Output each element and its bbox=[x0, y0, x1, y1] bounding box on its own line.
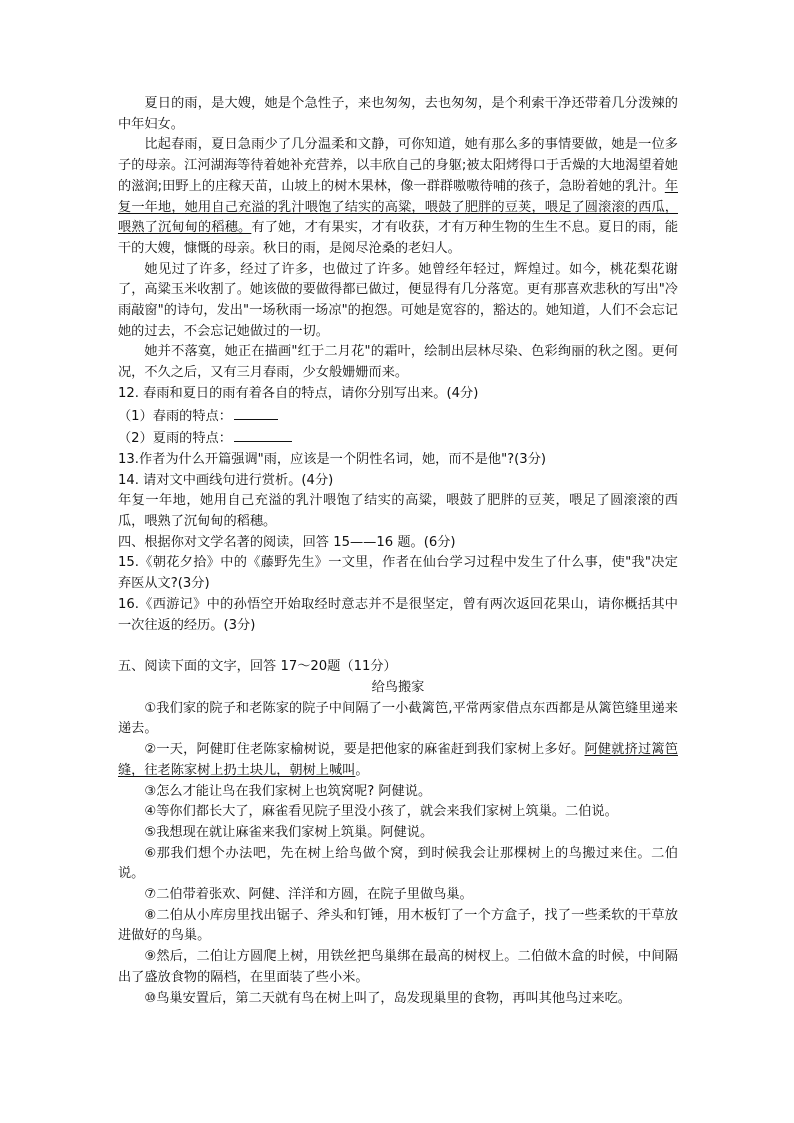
paragraph-text: ②一天，阿健盯住老陈家榆树说，要是把他家的麻雀赶到我们家树上多好。 bbox=[144, 742, 585, 758]
paragraph-not-lonely: 她并不落寞，她正在描画"红于二月花"的霜叶，绘制出层林尽染、色彩绚丽的秋之图。更何况，不久之后，又有三月春雨，少女般姗姗而来。 bbox=[118, 344, 678, 381]
underlined-sentence: 年复一年地，她用自己充溢的乳汁喂饱了结实的高粱，喂鼓了肥胖的豆荚，喂足了圆滚滚的西瓜，喂熟了沉甸甸的稻穗。 bbox=[118, 178, 678, 236]
question-label: （1）春雨的特点： bbox=[118, 408, 232, 424]
story-paragraph-2 bbox=[118, 740, 678, 781]
section-5-heading: 五、阅读下面的文字，回答 17～20题（11分） bbox=[118, 659, 397, 675]
paragraph-text: 有了她，才有果实，才有收获，才有万种生物的生生不息。夏日的雨，能干的大嫂，慷慨的母亲。秋日的雨，是阅尽沧桑的老妇人。 bbox=[118, 220, 679, 256]
paragraph-summer-rain: 夏日的雨，是大嫂，她是个急性子，来也匆匆，去也匆匆，是个利索干净还带着几分泼辣的中年妇女。 bbox=[118, 96, 678, 132]
question-14: 14. 请对文中画线句进行赏析。(4分) bbox=[118, 472, 334, 488]
question-16: 16.《西游记》中的孙悟空开始取经时意志并不是很坚定，曾有两次返回花果山，请你概括其中一次往返的经历。(3分) bbox=[118, 596, 678, 633]
question-label: （2）夏雨的特点： bbox=[118, 431, 232, 447]
story-paragraph-3: ③怎么才能让鸟在我们家树上也筑窝呢? 阿健说。 bbox=[144, 783, 432, 799]
story-title: 给鸟搬家 bbox=[371, 679, 425, 695]
answer-blank-spring[interactable] bbox=[234, 405, 278, 420]
story-paragraph-8: ⑧二伯从小库房里找出锯子、斧头和钉锤，用木板钉了一个方盒子，找了一些柔软的干草放进做好的鸟巢。 bbox=[118, 907, 678, 944]
spacer bbox=[118, 636, 678, 657]
paragraph-compare-spring bbox=[118, 135, 678, 259]
story-paragraph-10: ⑩鸟巢安置后，第二天就有鸟在树上叫了，岛发现巢里的食物，再叫其他鸟过来吃。 bbox=[144, 990, 631, 1006]
paragraph-autumn-rain: 她见过了许多，经过了许多，也做过了许多。她曾经年轻过，辉煌过。如今，桃花梨花谢了，高粱玉米收割了。她该做的要做得都已做过，便显得有几分落宽。更有那喜欢悲秋的写出"冷雨敲窗"的诗句，发出"一场秋雨一场凉"的抱怨。可她是宽容的，豁达的。她知道，人们不会忘记她的过去，不会忘记她做过的一切。 bbox=[118, 261, 678, 339]
document-page bbox=[118, 94, 678, 1009]
paragraph-text: 。 bbox=[355, 762, 369, 778]
paragraph-text: 比起春雨，夏日急雨少了几分温柔和文静，可你知道，她有那么多的事情要做，她是一位多子的母亲。江河湖海等待着她补充营养，以丰欣自己的身躯;被太阳烤得口于舌燥的大地渴望着她的滋润;田野上的庄稼天苗，山坡上的树木果林，像一群群嗷嗷待哺的孩子，急盼着她的乳汁。 bbox=[118, 137, 678, 194]
story-paragraph-5: ⑤我想现在就让麻雀来我们家树上筑巢。阿健说。 bbox=[144, 824, 434, 840]
story-paragraph-9: ⑨然后，二伯让方圆爬上树，用铁丝把鸟巢绑在最高的树杈上。二伯做木盒的时候，中间隔出了盛放食物的隔档，在里面装了些小米。 bbox=[118, 949, 678, 985]
question-12-part-2 bbox=[118, 427, 678, 450]
section-4-heading: 四、根据你对文学名著的阅读，回答 15——16 题。(6分) bbox=[118, 534, 456, 550]
question-14-quote: 年复一年地，她用自己充溢的乳汁喂饱了结实的高粱，喂鼓了肥胖的豆荚，喂足了圆滚滚的西瓜，喂熟了沉甸甸的稻穗。 bbox=[118, 493, 678, 530]
question-12-part-1 bbox=[118, 405, 678, 428]
story-paragraph-6: ⑥那我们想个办法吧，先在树上给鸟做个窝，到时候我会让那棵树上的鸟搬过来住。二伯说。 bbox=[118, 845, 678, 882]
story-paragraph-1: ①我们家的院子和老陈家的院子中间隔了一小截篱笆,平常两家借点东西都是从篱笆缝里递来递去。 bbox=[118, 700, 678, 737]
answer-blank-summer[interactable] bbox=[234, 427, 292, 442]
question-12: 12. 春雨和夏日的雨有着各自的特点，请你分别写出来。(4分) bbox=[118, 385, 479, 401]
question-15: 15.《朝花夕拾》中的《藤野先生》一文里，作者在仙台学习过程中发生了什么事，使"我"决定弃医从文?(3分) bbox=[118, 555, 678, 592]
underlined-sentence: 阿健就挤过篱笆缝，往老陈家树上扔土块儿，朝树上喊叫 bbox=[118, 742, 678, 778]
question-13: 13.作者为什么开篇强调"雨，应该是一个阴性名词，她，而不是他"?(3分) bbox=[118, 451, 547, 467]
story-paragraph-7: ⑦二伯带着张欢、阿健、洋洋和方圆，在院子里做鸟巢。 bbox=[144, 887, 473, 903]
story-paragraph-4: ④等你们都长大了，麻雀看见院子里没小孩了，就会来我们家树上筑巢。二伯说。 bbox=[144, 804, 618, 820]
